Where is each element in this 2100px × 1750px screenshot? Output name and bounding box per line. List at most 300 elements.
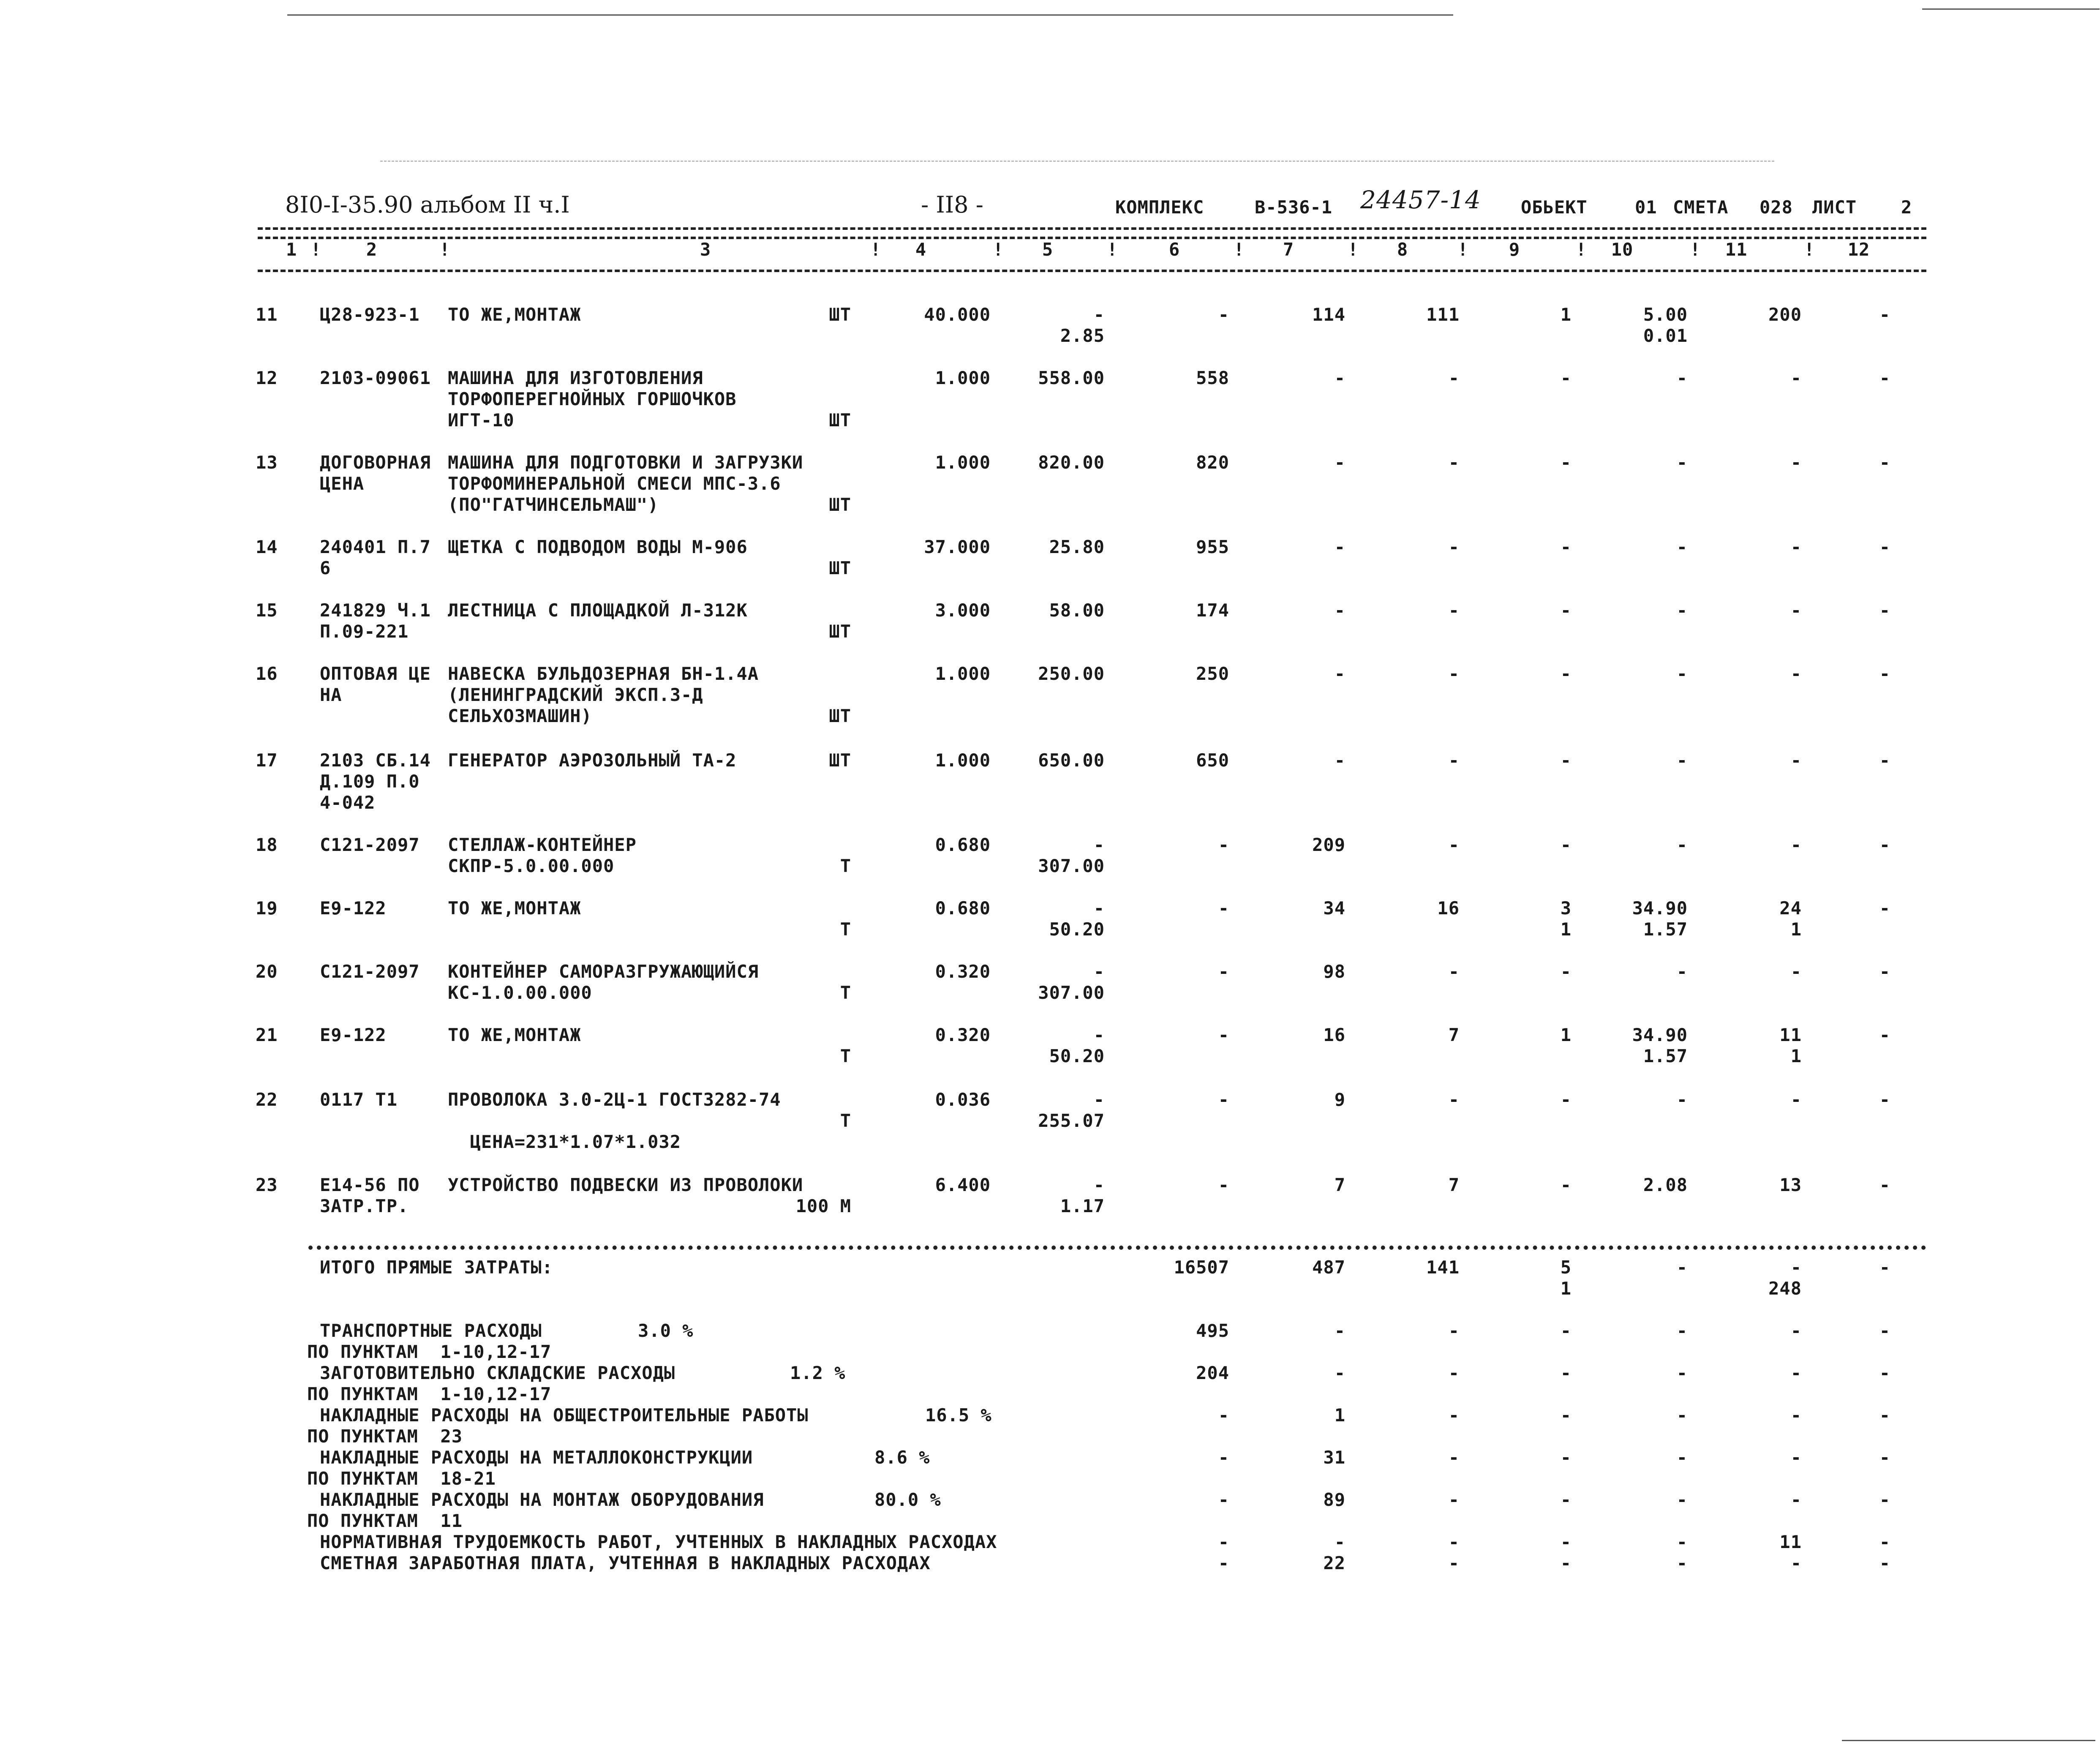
- overhead-col8: -: [1448, 1553, 1460, 1573]
- row-col7: -: [1334, 537, 1346, 557]
- column-number: 10: [1611, 239, 1634, 260]
- row-description: ГЕНЕРАТОР АЭРОЗОЛЬНЫЙ ТА-2: [448, 750, 737, 771]
- column-number: 12: [1847, 239, 1870, 260]
- row-code: ДОГОВОРНАЯ: [320, 452, 431, 473]
- column-separator: !: [1804, 239, 1815, 260]
- row-unit-price: -: [1093, 304, 1105, 325]
- row-col11: 1: [1790, 1046, 1802, 1066]
- overhead-items: ПО ПУНКТАМ 1-10,12-17: [307, 1341, 552, 1362]
- row-code: 240401 П.7: [320, 537, 431, 557]
- overhead-col7: -: [1334, 1532, 1346, 1552]
- row-code: Е9-122: [320, 1025, 387, 1045]
- row-col12: -: [1879, 663, 1890, 684]
- row-number: 17: [256, 750, 278, 771]
- row-col10: 1.57: [1643, 919, 1688, 940]
- row-col10: -: [1676, 600, 1688, 621]
- overhead-col12: -: [1879, 1447, 1890, 1468]
- row-col7: 7: [1334, 1175, 1346, 1195]
- row-col7: -: [1334, 750, 1346, 771]
- row-col7: 98: [1323, 961, 1346, 982]
- overhead-col6: 204: [1196, 1363, 1229, 1383]
- overhead-col12: -: [1879, 1553, 1890, 1573]
- row-code: С121-2097: [320, 961, 420, 982]
- row-quantity: 1.000: [935, 368, 991, 388]
- row-unit: ШТ: [829, 410, 851, 431]
- row-col12: -: [1879, 834, 1890, 855]
- row-description: НАВЕСКА БУЛЬДОЗЕРНАЯ БН-1.4А: [448, 663, 759, 684]
- row-col12: -: [1879, 304, 1890, 325]
- row-description: ИГТ-10: [448, 410, 515, 431]
- overhead-label: НАКЛАДНЫЕ РАСХОДЫ НА МЕТАЛЛОКОНСТРУКЦИИ: [320, 1447, 753, 1468]
- row-col10: -: [1676, 961, 1688, 982]
- row-number: 15: [256, 600, 278, 621]
- row-description: СТЕЛЛАЖ-КОНТЕЙНЕР: [448, 834, 637, 855]
- row-number: 18: [256, 834, 278, 855]
- row-col8: 7: [1448, 1175, 1460, 1195]
- row-code: НА: [320, 684, 342, 705]
- row-col9: 1: [1560, 1025, 1572, 1045]
- overhead-label: НАКЛАДНЫЕ РАСХОДЫ НА ОБЩЕСТРОИТЕЛЬНЫЕ РАБОТЫ: [320, 1405, 809, 1426]
- row-code: Е14-56 ПО: [320, 1175, 420, 1195]
- row-col11: -: [1790, 537, 1802, 557]
- row-col9: -: [1560, 961, 1572, 982]
- column-number: 4: [915, 239, 927, 260]
- row-unit-price: 1.17: [1060, 1196, 1105, 1216]
- faint-dash-line: [380, 161, 1774, 162]
- overhead-col6: -: [1218, 1489, 1229, 1510]
- overhead-col11: -: [1790, 1405, 1802, 1426]
- header-rule-top: [258, 227, 1926, 230]
- overhead-col6: -: [1218, 1447, 1229, 1468]
- row-col9: 3: [1560, 898, 1572, 919]
- row-unit-price: -: [1093, 1175, 1105, 1195]
- overhead-col11: -: [1790, 1320, 1802, 1341]
- column-separator: !: [439, 239, 451, 260]
- row-quantity: 37.000: [924, 537, 991, 557]
- row-col8: 16: [1437, 898, 1460, 919]
- column-separator: !: [1457, 239, 1469, 260]
- row-unit-price: -: [1093, 834, 1105, 855]
- column-separator: !: [1107, 239, 1118, 260]
- column-number: 9: [1509, 239, 1520, 260]
- row-description: ТОРФОМИНЕРАЛЬНОЙ СМЕСИ МПС-3.6: [448, 473, 781, 494]
- object-label: ОБЬЕКТ: [1521, 197, 1588, 218]
- overhead-col7: -: [1334, 1363, 1346, 1383]
- row-unit: ШТ: [829, 494, 851, 515]
- column-number: 6: [1168, 239, 1180, 260]
- row-col11: 200: [1768, 304, 1802, 325]
- row-col7: -: [1334, 452, 1346, 473]
- row-unit: Т: [840, 919, 851, 940]
- row-col12: -: [1879, 1175, 1890, 1195]
- overhead-col9: -: [1560, 1320, 1572, 1341]
- overhead-label: НАКЛАДНЫЕ РАСХОДЫ НА МОНТАЖ ОБОРУДОВАНИЯ: [320, 1489, 764, 1510]
- row-col8: -: [1448, 600, 1460, 621]
- row-col12: -: [1879, 898, 1890, 919]
- row-code: 4-042: [320, 792, 376, 813]
- doc-code: 8I0-I-35.90 альбом II ч.I: [285, 191, 570, 218]
- row-description: ЦЕНА=231*1.07*1.032: [448, 1131, 681, 1152]
- overhead-col10: -: [1676, 1363, 1688, 1383]
- row-quantity: 0.680: [935, 834, 991, 855]
- row-col9: -: [1560, 750, 1572, 771]
- row-description: КС-1.0.00.000: [448, 982, 592, 1003]
- row-number: 23: [256, 1175, 278, 1195]
- total-col7: 487: [1312, 1257, 1346, 1278]
- overhead-col11: 11: [1779, 1532, 1802, 1552]
- overhead-col11: -: [1790, 1447, 1802, 1468]
- row-col9: -: [1560, 834, 1572, 855]
- row-quantity: 3.000: [935, 600, 991, 621]
- row-unit: ШТ: [829, 304, 851, 325]
- row-unit-price: 307.00: [1038, 856, 1105, 876]
- row-code: ЦЕНА: [320, 473, 365, 494]
- row-unit: Т: [840, 856, 851, 876]
- estimate-number: 028: [1760, 197, 1793, 218]
- row-code: ОПТОВАЯ ЦЕ: [320, 663, 431, 684]
- scan-bottom-right-line: [1842, 1740, 2095, 1741]
- row-unit-price: 58.00: [1049, 600, 1105, 621]
- row-col10: -: [1676, 834, 1688, 855]
- row-description: ТО ЖЕ,МОНТАЖ: [448, 304, 581, 325]
- row-unit-price: 307.00: [1038, 982, 1105, 1003]
- row-col7: -: [1334, 663, 1346, 684]
- overhead-label: ТРАНСПОРТНЫЕ РАСХОДЫ: [320, 1320, 542, 1341]
- handwritten-number: 24457-14: [1360, 185, 1481, 214]
- row-unit-price: -: [1093, 1025, 1105, 1045]
- row-col8: -: [1448, 663, 1460, 684]
- overhead-col9: -: [1560, 1405, 1572, 1426]
- row-number: 22: [256, 1089, 278, 1110]
- overhead-col7: -: [1334, 1320, 1346, 1341]
- page-number: - II8 -: [921, 191, 983, 218]
- overhead-col7: 22: [1323, 1553, 1346, 1573]
- overhead-col8: -: [1448, 1320, 1460, 1341]
- overhead-percent: 80.0 %: [874, 1489, 941, 1510]
- row-unit-price: -: [1093, 898, 1105, 919]
- row-code: 0117 Т1: [320, 1089, 398, 1110]
- overhead-col7: 31: [1323, 1447, 1346, 1468]
- row-col8: 7: [1448, 1025, 1460, 1045]
- row-description: (ПО"ГАТЧИНСЕЛЬМАШ"): [448, 494, 659, 515]
- row-col11: -: [1790, 663, 1802, 684]
- total-col8: 141: [1426, 1257, 1460, 1278]
- row-total: 174: [1196, 600, 1229, 621]
- overhead-col8: -: [1448, 1532, 1460, 1552]
- total-col12: -: [1879, 1257, 1890, 1278]
- row-description: ТО ЖЕ,МОНТАЖ: [448, 898, 581, 919]
- row-code: П.09-221: [320, 621, 409, 642]
- column-number: 2: [366, 239, 378, 260]
- overhead-col11: -: [1790, 1489, 1802, 1510]
- row-total: -: [1218, 898, 1229, 919]
- overhead-col6: -: [1218, 1532, 1229, 1552]
- row-col11: -: [1790, 834, 1802, 855]
- row-col11: -: [1790, 1089, 1802, 1110]
- row-col8: -: [1448, 834, 1460, 855]
- row-col11: -: [1790, 368, 1802, 388]
- row-col9: -: [1560, 452, 1572, 473]
- overhead-col10: -: [1676, 1447, 1688, 1468]
- overhead-percent: 1.2 %: [790, 1363, 846, 1383]
- column-separator: !: [993, 239, 1004, 260]
- row-col10: -: [1676, 452, 1688, 473]
- row-unit-price: 25.80: [1049, 537, 1105, 557]
- row-col12: -: [1879, 600, 1890, 621]
- row-col8: -: [1448, 452, 1460, 473]
- row-code: 6: [320, 558, 331, 578]
- row-col8: 111: [1426, 304, 1460, 325]
- overhead-col11: -: [1790, 1363, 1802, 1383]
- row-col10: -: [1676, 1089, 1688, 1110]
- row-col7: 16: [1323, 1025, 1346, 1045]
- row-unit-price: 558.00: [1038, 368, 1105, 388]
- row-number: 13: [256, 452, 278, 473]
- row-col10: 2.08: [1643, 1175, 1688, 1195]
- overhead-col12: -: [1879, 1489, 1890, 1510]
- row-unit-price: -: [1093, 961, 1105, 982]
- overhead-col9: -: [1560, 1447, 1572, 1468]
- row-number: 14: [256, 537, 278, 557]
- row-description: ПРОВОЛОКА 3.0-2Ц-1 ГОСТ3282-74: [448, 1089, 781, 1110]
- row-number: 19: [256, 898, 278, 919]
- row-col12: -: [1879, 750, 1890, 771]
- row-description: (ЛЕНИНГРАДСКИЙ ЭКСП.3-Д: [448, 684, 703, 705]
- row-quantity: 0.320: [935, 961, 991, 982]
- row-total: -: [1218, 1089, 1229, 1110]
- row-total: -: [1218, 1175, 1229, 1195]
- total-col9: 1: [1560, 1278, 1572, 1299]
- row-description: МАШИНА ДЛЯ ИЗГОТОВЛЕНИЯ: [448, 368, 703, 388]
- total-col9: 5: [1560, 1257, 1572, 1278]
- row-col11: 1: [1790, 919, 1802, 940]
- row-col12: -: [1879, 1025, 1890, 1045]
- overhead-col10: -: [1676, 1320, 1688, 1341]
- row-col11: -: [1790, 452, 1802, 473]
- row-col12: -: [1879, 368, 1890, 388]
- row-col11: 13: [1779, 1175, 1802, 1195]
- row-unit-price: -: [1093, 1089, 1105, 1110]
- row-quantity: 1.000: [935, 452, 991, 473]
- row-col11: -: [1790, 600, 1802, 621]
- row-total: -: [1218, 834, 1229, 855]
- overhead-col11: -: [1790, 1553, 1802, 1573]
- overhead-col12: -: [1879, 1405, 1890, 1426]
- row-quantity: 40.000: [924, 304, 991, 325]
- overhead-col12: -: [1879, 1532, 1890, 1552]
- row-col9: -: [1560, 368, 1572, 388]
- row-quantity: 1.000: [935, 750, 991, 771]
- row-col7: 114: [1312, 304, 1346, 325]
- row-unit: Т: [840, 1046, 851, 1066]
- row-quantity: 6.400: [935, 1175, 991, 1195]
- row-description: ТО ЖЕ,МОНТАЖ: [448, 1025, 581, 1045]
- row-code: 241829 Ч.1: [320, 600, 431, 621]
- overhead-col12: -: [1879, 1363, 1890, 1383]
- scan-top-right-line: [1922, 8, 2100, 10]
- column-separator: !: [870, 239, 882, 260]
- row-unit-price: 50.20: [1049, 1046, 1105, 1066]
- overhead-items: ПО ПУНКТАМ 11: [307, 1510, 463, 1531]
- row-code: Д.109 П.0: [320, 771, 420, 792]
- overhead-items: ПО ПУНКТАМ 23: [307, 1426, 463, 1447]
- scan-top-line: [287, 14, 1453, 16]
- row-col10: 5.00: [1643, 304, 1688, 325]
- column-number: 11: [1725, 239, 1748, 260]
- row-unit: 100 М: [795, 1196, 851, 1216]
- row-col8: -: [1448, 1089, 1460, 1110]
- object-number: 01: [1635, 197, 1657, 218]
- complex-code: В-536-1: [1255, 197, 1333, 218]
- row-code: Ц28-923-1: [320, 304, 420, 325]
- row-description: ЩЕТКА С ПОДВОДОМ ВОДЫ М-906: [448, 537, 748, 557]
- column-number: 1: [286, 239, 297, 260]
- total-col11: 248: [1768, 1278, 1802, 1299]
- row-col9: -: [1560, 600, 1572, 621]
- row-description: ЛЕСТНИЦА С ПЛОЩАДКОЙ Л-312К: [448, 600, 748, 621]
- row-col8: -: [1448, 537, 1460, 557]
- row-number: 16: [256, 663, 278, 684]
- estimate-label: СМЕТА: [1673, 197, 1729, 218]
- row-col10: 34.90: [1632, 898, 1688, 919]
- row-total: 250: [1196, 663, 1229, 684]
- column-number: 8: [1397, 239, 1408, 260]
- overhead-col7: 1: [1334, 1405, 1346, 1426]
- row-number: 20: [256, 961, 278, 982]
- row-unit-price: 250.00: [1038, 663, 1105, 684]
- row-total: 955: [1196, 537, 1229, 557]
- row-col9: -: [1560, 1089, 1572, 1110]
- row-code: ЗАТР.ТР.: [320, 1196, 409, 1216]
- column-rule-bottom: [258, 270, 1926, 272]
- totals-dotted-rule: [308, 1246, 1926, 1250]
- row-col7: 9: [1334, 1089, 1346, 1110]
- overhead-col9: -: [1560, 1553, 1572, 1573]
- row-col10: -: [1676, 537, 1688, 557]
- row-unit: ШТ: [829, 621, 851, 642]
- row-col7: -: [1334, 600, 1346, 621]
- row-col7: 34: [1323, 898, 1346, 919]
- row-quantity: 0.320: [935, 1025, 991, 1045]
- overhead-col10: -: [1676, 1553, 1688, 1573]
- complex-label: КОМПЛЕКС: [1115, 197, 1204, 218]
- overhead-percent: 8.6 %: [874, 1447, 930, 1468]
- row-col12: -: [1879, 961, 1890, 982]
- row-col10: -: [1676, 663, 1688, 684]
- row-unit: ШТ: [829, 558, 851, 578]
- overhead-col10: -: [1676, 1405, 1688, 1426]
- row-quantity: 0.036: [935, 1089, 991, 1110]
- row-code: Е9-122: [320, 898, 387, 919]
- overhead-col8: -: [1448, 1405, 1460, 1426]
- column-number: 3: [700, 239, 711, 260]
- column-number: 7: [1283, 239, 1294, 260]
- row-description: МАШИНА ДЛЯ ПОДГОТОВКИ И ЗАГРУЗКИ: [448, 452, 804, 473]
- row-unit: ШТ: [829, 750, 851, 771]
- overhead-col8: -: [1448, 1447, 1460, 1468]
- overhead-items: ПО ПУНКТАМ 1-10,12-17: [307, 1384, 552, 1404]
- row-unit: Т: [840, 1110, 851, 1131]
- column-separator: !: [311, 239, 322, 260]
- row-unit-price: 255.07: [1038, 1110, 1105, 1131]
- row-col8: -: [1448, 368, 1460, 388]
- row-code: 2103-09061: [320, 368, 431, 388]
- row-col11: 11: [1779, 1025, 1802, 1045]
- overhead-col6: -: [1218, 1553, 1229, 1573]
- row-unit-price: 2.85: [1060, 325, 1105, 346]
- row-description: ТОРФОПЕРЕГНОЙНЫХ ГОРШОЧКОВ: [448, 389, 737, 409]
- row-col7: -: [1334, 368, 1346, 388]
- overhead-label: ЗАГОТОВИТЕЛЬНО СКЛАДСКИЕ РАСХОДЫ: [320, 1363, 675, 1383]
- overhead-percent: 3.0 %: [638, 1320, 694, 1341]
- overhead-col6: -: [1218, 1405, 1229, 1426]
- row-col10: 0.01: [1643, 325, 1688, 346]
- row-col9: 1: [1560, 919, 1572, 940]
- column-separator: !: [1348, 239, 1359, 260]
- row-col10: 1.57: [1643, 1046, 1688, 1066]
- row-total: 558: [1196, 368, 1229, 388]
- total-col10: -: [1676, 1257, 1688, 1278]
- row-unit-price: 50.20: [1049, 919, 1105, 940]
- total-col6: 16507: [1174, 1257, 1229, 1278]
- row-total: -: [1218, 1025, 1229, 1045]
- overhead-col6: 495: [1196, 1320, 1229, 1341]
- row-unit-price: 820.00: [1038, 452, 1105, 473]
- row-col10: 34.90: [1632, 1025, 1688, 1045]
- row-description: СЕЛЬХОЗМАШИН): [448, 706, 592, 726]
- row-col11: -: [1790, 961, 1802, 982]
- row-col11: 24: [1779, 898, 1802, 919]
- overhead-col12: -: [1879, 1320, 1890, 1341]
- row-number: 11: [256, 304, 278, 325]
- overhead-col10: -: [1676, 1532, 1688, 1552]
- row-total: 820: [1196, 452, 1229, 473]
- row-col8: -: [1448, 750, 1460, 771]
- overhead-col8: -: [1448, 1489, 1460, 1510]
- sheet-label: ЛИСТ: [1812, 197, 1857, 218]
- row-col12: -: [1879, 537, 1890, 557]
- overhead-col9: -: [1560, 1363, 1572, 1383]
- total-label: ИТОГО ПРЯМЫЕ ЗАТРАТЫ:: [320, 1257, 553, 1278]
- row-quantity: 0.680: [935, 898, 991, 919]
- row-col7: 209: [1312, 834, 1346, 855]
- row-code: С121-2097: [320, 834, 420, 855]
- overhead-col8: -: [1448, 1363, 1460, 1383]
- sheet-number: 2: [1901, 197, 1912, 218]
- row-quantity: 1.000: [935, 663, 991, 684]
- row-unit-price: 650.00: [1038, 750, 1105, 771]
- column-separator: !: [1576, 239, 1587, 260]
- row-col9: -: [1560, 663, 1572, 684]
- row-col9: 1: [1560, 304, 1572, 325]
- row-unit: Т: [840, 982, 851, 1003]
- overhead-items: ПО ПУНКТАМ 18-21: [307, 1468, 496, 1489]
- row-col11: -: [1790, 750, 1802, 771]
- row-col10: -: [1676, 368, 1688, 388]
- column-rule-top: [258, 237, 1926, 239]
- total-col11: -: [1790, 1257, 1802, 1278]
- overhead-col10: -: [1676, 1489, 1688, 1510]
- row-total: -: [1218, 304, 1229, 325]
- row-col12: -: [1879, 1089, 1890, 1110]
- row-col12: -: [1879, 452, 1890, 473]
- row-number: 12: [256, 368, 278, 388]
- overhead-col7: 89: [1323, 1489, 1346, 1510]
- overhead-label: НОРМАТИВНАЯ ТРУДОЕМКОСТЬ РАБОТ, УЧТЕННЫХ В НАКЛАДНЫХ РАСХОДАХ: [320, 1532, 997, 1552]
- column-number: 5: [1042, 239, 1054, 260]
- overhead-percent: 16.5 %: [925, 1405, 992, 1426]
- row-col8: -: [1448, 961, 1460, 982]
